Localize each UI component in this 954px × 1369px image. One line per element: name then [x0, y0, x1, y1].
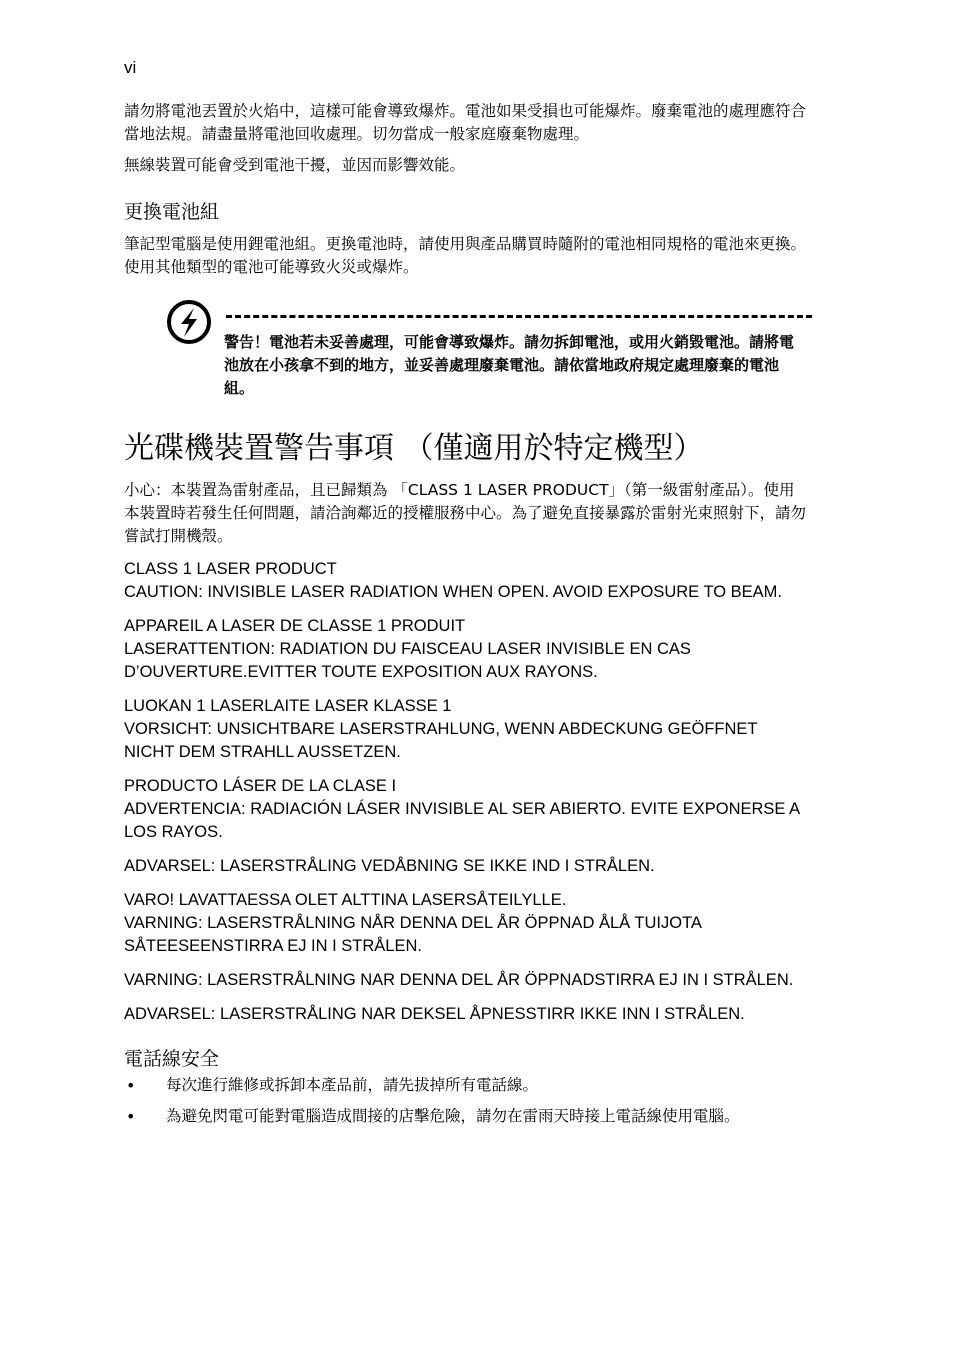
- list-item: [124, 1105, 810, 1128]
- laser-notice-line: ADVERTENCIA: RADIACIÓN LÁSER INVISIBLE AL SER ABIERTO. EVITE EXPONERSE A LOS RAYOS.: [124, 800, 800, 841]
- laser-notices: [124, 558, 810, 1026]
- bullet-icon: •: [126, 1107, 136, 1126]
- laser-intro-paragraph: 小心：本裝置為雷射產品，且已歸類為 「CLASS 1 LASER PRODUCT」（第一級雷射產品）。使用本裝置時若發生任何問題，請洽詢鄰近的授權服務中心。為了避免直接暴露於雷射光束照射下，請勿嘗試打開機殼。: [124, 481, 807, 545]
- laser-notice-line: VARNING: LASERSTRÅLNING NAR DENNA DEL ÅR ÖPPNADSTIRRA EJ IN I STRÅLEN.: [124, 971, 794, 989]
- warning-divider: [226, 315, 812, 318]
- laser-notice: [124, 889, 810, 958]
- laser-notice-line: PRODUCTO LÁSER DE LA CLASE I: [124, 777, 397, 795]
- page-number: vi: [124, 58, 137, 77]
- battery-replace-paragraph: 筆記型電腦是使用鋰電池組。更換電池時，請使用與產品購買時隨附的電池相同規格的電池來更換。使用其他類型的電池可能導致火災或爆炸。: [124, 235, 807, 276]
- laser-notice-line: VORSICHT: UNSICHTBARE LASERSTRAHLUNG, WENN ABDECKUNG GEÖFFNET NICHT DEM STRAHLL AUSSETZEN.: [124, 720, 758, 761]
- laser-notice-line: LASERATTENTION: RADIATION DU FAISCEAU LASER INVISIBLE EN CAS D’OUVERTURE.EVITTER TOUTE EXPOSITION AUX RAYONS.: [124, 640, 691, 681]
- laser-notice: [124, 615, 810, 684]
- phone-safety-list: [124, 1074, 810, 1128]
- laser-notice: [124, 775, 810, 844]
- battery-disposal-paragraph: 請勿將電池丟置於火焰中，這樣可能會導致爆炸。電池如果受損也可能爆炸。廢棄電池的處理應符合當地法規。請盡量將電池回收處理。切勿當成一般家庭廢棄物處理。: [124, 102, 807, 143]
- warning-text: 警告！電池若未妥善處理，可能會導致爆炸。請勿拆卸電池，或用火銷毀電池。請將電池放在小孩拿不到的地方，並妥善處理廢棄電池。請依當地政府規定處理廢棄的電池組。: [224, 333, 795, 397]
- page-content: [124, 100, 810, 1136]
- list-item-text: 為避免閃電可能對電腦造成間接的店擊危險，請勿在雷雨天時接上電話線使用電腦。: [166, 1107, 740, 1125]
- laser-notice: [124, 695, 810, 764]
- laser-notice-line: APPAREIL A LASER DE CLASSE 1 PRODUIT: [124, 617, 466, 635]
- bullet-icon: •: [126, 1076, 136, 1095]
- list-item: [124, 1074, 810, 1097]
- battery-replace-heading: 更換電池組: [124, 201, 220, 223]
- laser-notice: [124, 1003, 810, 1026]
- laser-notice-line: ADVARSEL: LASERSTRÅLING NAR DEKSEL ÅPNESSTIRR IKKE INN I STRÅLEN.: [124, 1005, 745, 1023]
- laser-notice-line: LUOKAN 1 LASERLAITE LASER KLASSE 1: [124, 697, 452, 715]
- lightning-warning-icon: [166, 299, 212, 345]
- laser-notice: [124, 969, 810, 992]
- laser-notice-line: VARNING: LASERSTRÅLNING NÅR DENNA DEL ÅR ÖPPNAD ÅLÅ TUIJOTA SÅTEESEENSTIRRA EJ IN I STRÅLEN.: [124, 914, 702, 955]
- list-item-text: 每次進行維修或拆卸本產品前，請先拔掉所有電話線。: [166, 1076, 539, 1094]
- wireless-interference-paragraph: 無線裝置可能會受到電池干擾，並因而影響效能。: [124, 156, 466, 174]
- laser-notice-line: VARO! LAVATTAESSA OLET ALTTINA LASERSÅTEILYLLE.: [124, 891, 567, 909]
- laser-notice-line: ADVARSEL: LASERSTRÅLING VEDÅBNING SE IKKE IND I STRÅLEN.: [124, 857, 655, 875]
- laser-notice-line: CAUTION: INVISIBLE LASER RADIATION WHEN OPEN. AVOID EXPOSURE TO BEAM.: [124, 583, 783, 601]
- laser-notice-line: CLASS 1 LASER PRODUCT: [124, 560, 337, 578]
- warning-box: [124, 297, 810, 409]
- phone-safety-heading: 電話線安全: [124, 1048, 220, 1070]
- laser-warning-title: 光碟機裝置警告事項 （僅適用於特定機型）: [124, 431, 704, 466]
- laser-notice: [124, 855, 810, 878]
- laser-notice: [124, 558, 810, 604]
